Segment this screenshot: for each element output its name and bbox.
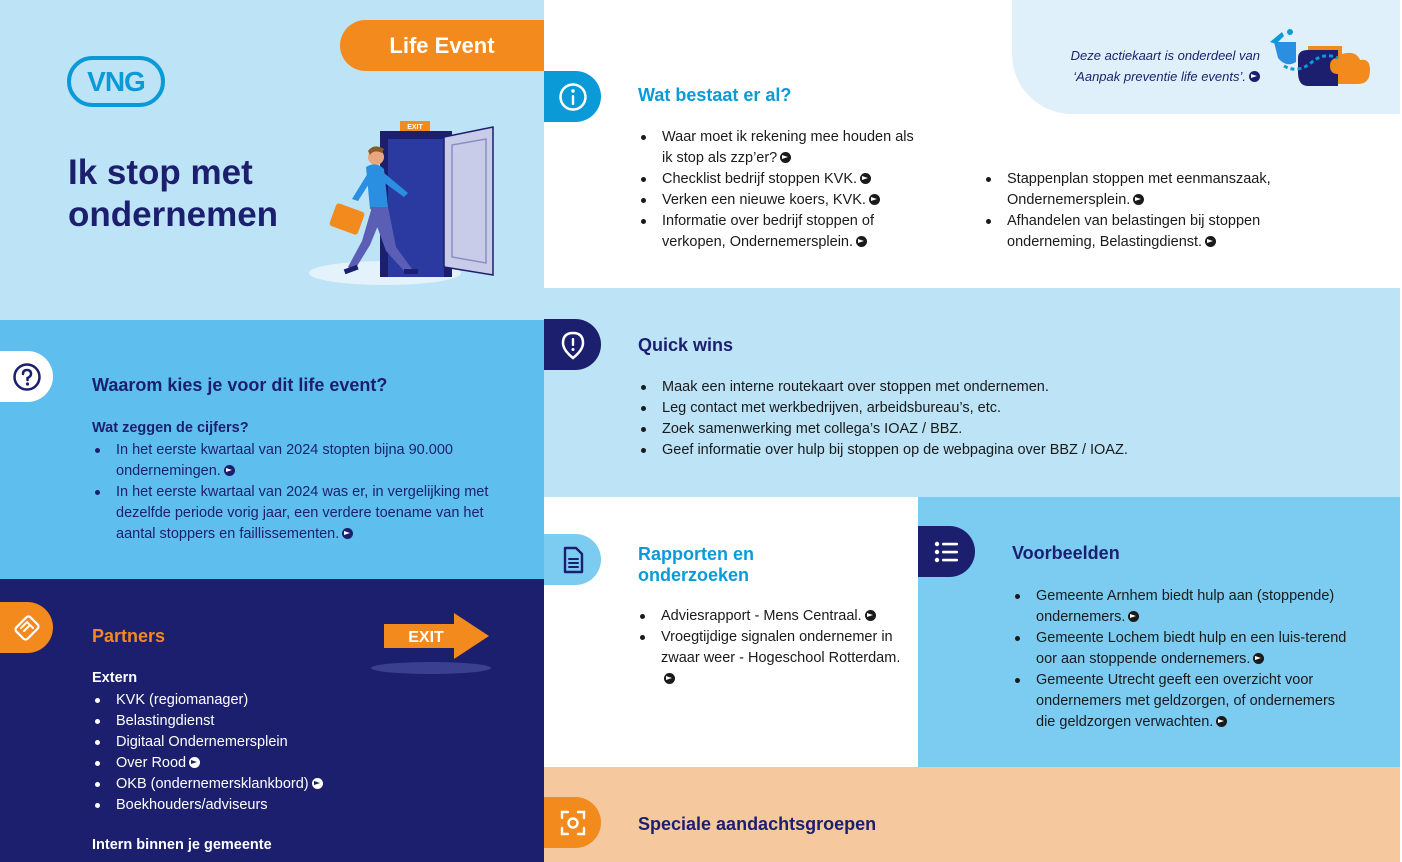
list-item: Gemeente Arnhem biedt hulp aan (stoppende) ondernemers. bbox=[1012, 586, 1347, 628]
list-item: In het eerste kwartaal van 2024 was er, in vergelijking met dezelfde periode vorig jaar, een verdere toename van het aantal stoppers en faillissementen. bbox=[92, 482, 492, 545]
handshake-tab bbox=[0, 602, 53, 653]
question-icon bbox=[12, 362, 42, 392]
bestaat-list-col1 bbox=[638, 127, 918, 253]
info-icon bbox=[558, 82, 588, 112]
life-event-badge-label: Life Event bbox=[389, 32, 495, 58]
arrow-link-icon[interactable] bbox=[1216, 716, 1227, 727]
list-item: Belastingdienst bbox=[92, 711, 512, 732]
list-item: Verken een nieuwe koers, KVK. bbox=[638, 190, 918, 211]
extern-label: Extern bbox=[92, 670, 138, 686]
arrow-link-icon[interactable] bbox=[856, 236, 867, 247]
arrow-link-icon[interactable] bbox=[1133, 194, 1144, 205]
arrow-link-icon[interactable] bbox=[860, 173, 871, 184]
exit-arrow-sign bbox=[368, 612, 493, 676]
page-title bbox=[68, 152, 278, 236]
list-icon bbox=[932, 537, 962, 567]
list-item: Gemeente Utrecht geeft een overzicht voor ondernemers met geldzorgen, of ondernemers die geldzorgen verwachten. bbox=[1012, 670, 1347, 733]
arrow-link-icon[interactable] bbox=[1205, 236, 1216, 247]
rapporten-title-line2: onderzoeken bbox=[638, 565, 750, 585]
voorbeelden-title: Voorbeelden bbox=[1012, 543, 1120, 563]
arrow-link-icon[interactable] bbox=[1249, 71, 1260, 82]
list-item: Informatie over bedrijf stoppen of verkopen, Ondernemersplein. bbox=[638, 211, 918, 253]
list-item: Vroegtijdige signalen ondernemer in zwaar weer - Hogeschool Rotterdam. bbox=[637, 627, 902, 690]
list-item: Waar moet ik rekening mee houden als ik stop als zzp’er? bbox=[638, 127, 918, 169]
list-item: Gemeente Lochem biedt hulp en een luis-terend oor aan stoppende ondernemers. bbox=[1012, 628, 1347, 670]
life-event-badge bbox=[340, 20, 544, 71]
document-tab bbox=[544, 534, 601, 585]
arrow-link-icon[interactable] bbox=[224, 465, 235, 476]
focus-icon bbox=[558, 808, 588, 838]
extern-list bbox=[92, 690, 512, 816]
document-icon bbox=[558, 545, 588, 575]
waarom-title: Waarom kies je voor dit life event? bbox=[92, 375, 388, 395]
rapporten-title bbox=[638, 544, 754, 586]
list-item: Stappenplan stoppen met eenmanszaak, Ondernemersplein. bbox=[983, 169, 1293, 211]
corner-note-line2: ‘Aanpak preventie life events’. bbox=[1073, 69, 1246, 84]
puzzle-watering-can-icon bbox=[1268, 28, 1374, 90]
list-item: OKB (ondernemersklankbord) bbox=[92, 774, 512, 795]
arrow-link-icon[interactable] bbox=[312, 778, 323, 789]
list-item: In het eerste kwartaal van 2024 stopten bijna 90.000 ondernemingen. bbox=[92, 440, 492, 482]
speciale-title: Speciale aandachtsgroepen bbox=[638, 814, 877, 834]
list-item: Over Rood bbox=[92, 753, 512, 774]
list-item: Afhandelen van belastingen bij stoppen onderneming, Belastingdienst. bbox=[983, 211, 1293, 253]
bestaat-title: Wat bestaat er al? bbox=[638, 85, 792, 105]
bestaat-list-col2 bbox=[983, 169, 1293, 253]
handshake-icon bbox=[12, 613, 42, 643]
exit-arrow-label: EXIT bbox=[408, 629, 444, 646]
question-tab bbox=[0, 351, 53, 402]
location-pin-icon bbox=[558, 330, 588, 360]
corner-note bbox=[1030, 45, 1260, 87]
rapporten-list bbox=[637, 606, 902, 690]
exit-sign-text: EXIT bbox=[407, 124, 423, 131]
focus-tab bbox=[544, 797, 601, 848]
info-tab bbox=[544, 71, 601, 122]
list-item: Boekhouders/adviseurs bbox=[92, 795, 512, 816]
list-item: Leg contact met werkbedrijven, arbeidsbureau’s, etc. bbox=[638, 398, 1338, 419]
list-item: Adviesrapport - Mens Centraal. bbox=[637, 606, 902, 627]
vng-logo-text: VNG bbox=[87, 65, 145, 97]
page-title-line2: ondernemen bbox=[68, 195, 279, 234]
list-tab bbox=[918, 526, 975, 577]
arrow-link-icon[interactable] bbox=[342, 528, 353, 539]
list-item: Digitaal Ondernemersplein bbox=[92, 732, 512, 753]
arrow-link-icon[interactable] bbox=[664, 673, 675, 684]
pin-tab bbox=[544, 319, 601, 370]
arrow-link-icon[interactable] bbox=[1253, 653, 1264, 664]
list-item: Checklist bedrijf stoppen KVK. bbox=[638, 169, 918, 190]
quickwins-title: Quick wins bbox=[638, 335, 734, 355]
list-item: Zoek samenwerking met collega’s IOAZ / BBZ. bbox=[638, 419, 1338, 440]
page-title-line1: Ik stop met bbox=[68, 153, 253, 192]
arrow-link-icon[interactable] bbox=[869, 194, 880, 205]
list-item: Maak een interne routekaart over stoppen met ondernemen. bbox=[638, 377, 1338, 398]
list-item: KVK (regiomanager) bbox=[92, 690, 512, 711]
arrow-link-icon[interactable] bbox=[1128, 611, 1139, 622]
arrow-link-icon[interactable] bbox=[189, 757, 200, 768]
exit-door-illustration bbox=[300, 115, 500, 290]
intern-label: Intern binnen je gemeente bbox=[92, 837, 272, 853]
list-item: Geef informatie over hulp bij stoppen op de webpagina over BBZ / IOAZ. bbox=[638, 440, 1338, 461]
quickwins-list bbox=[638, 377, 1338, 461]
partners-title: Partners bbox=[92, 626, 166, 646]
waarom-list bbox=[92, 440, 492, 545]
arrow-link-icon[interactable] bbox=[865, 610, 876, 621]
voorbeelden-list bbox=[1012, 586, 1347, 733]
corner-note-line1: Deze actiekaart is onderdeel van bbox=[1070, 48, 1260, 63]
vng-logo bbox=[67, 56, 165, 107]
rapporten-title-line1: Rapporten en bbox=[638, 544, 755, 564]
arrow-link-icon[interactable] bbox=[780, 152, 791, 163]
waarom-subtitle: Wat zeggen de cijfers? bbox=[92, 420, 249, 436]
